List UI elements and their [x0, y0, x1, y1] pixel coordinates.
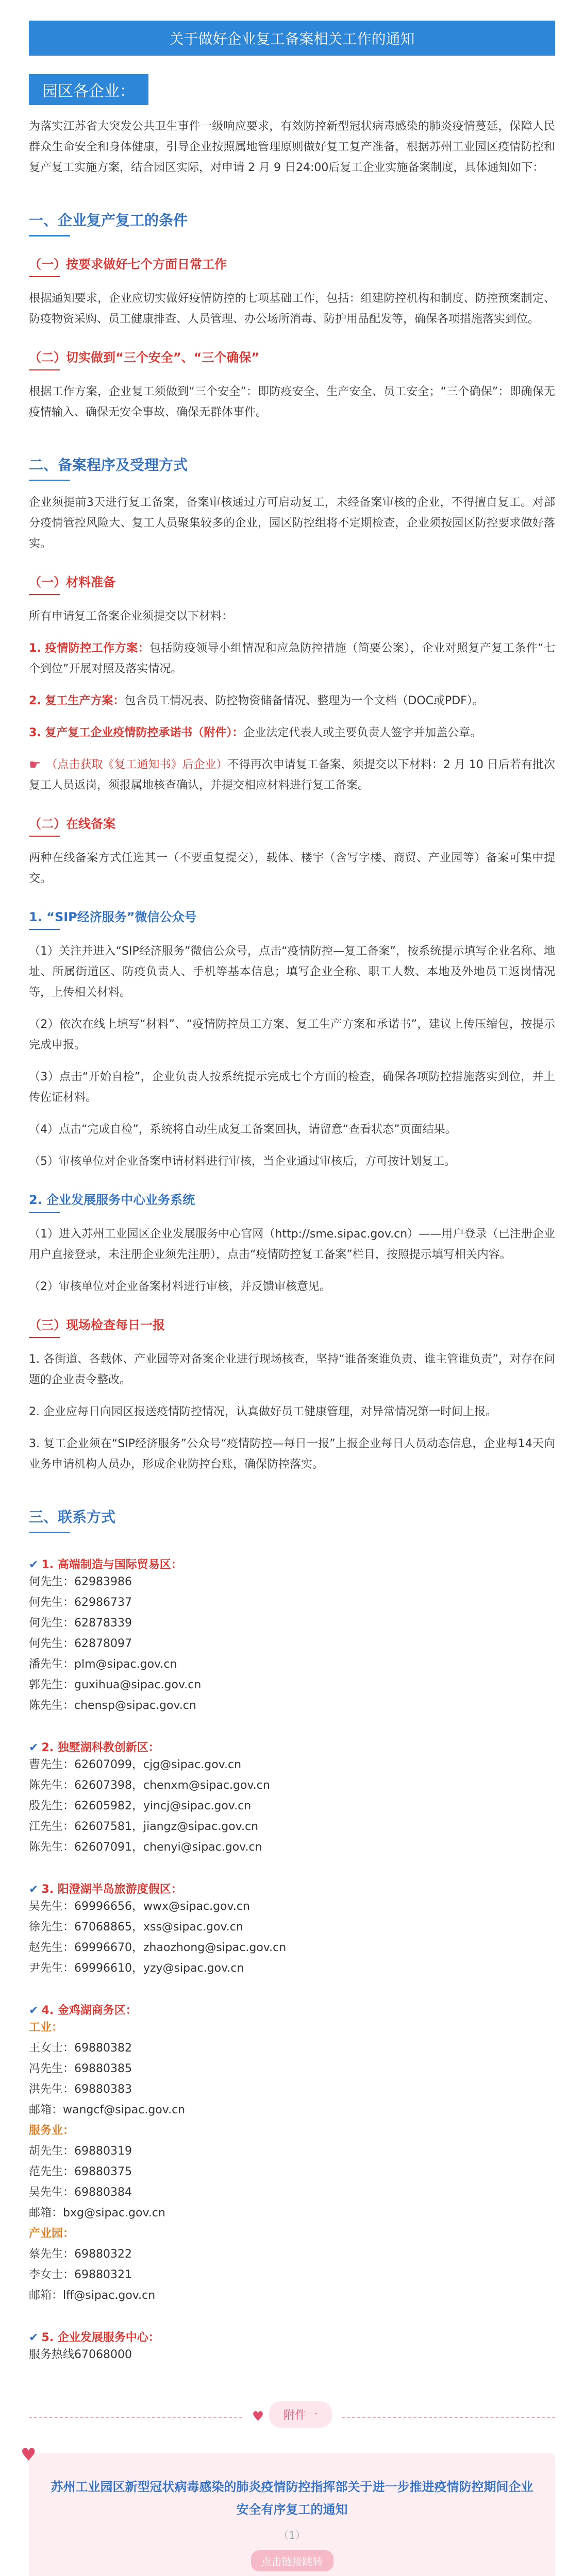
contact-line: 何先生：62986737 — [29, 1596, 132, 1609]
section-2-intro: 企业须提前3天进行复工备案，备案审核通过方可启动复工，未经备案审核的企业，不得擅自复工。对部分疫情管控风险大、复工人员聚集较多的企业，园区防控组将不定期检查，企业须按园区防控要求做好落实。 — [29, 496, 555, 550]
condition-2-rule — [29, 369, 60, 370]
annex-1-divider — [29, 2401, 555, 2432]
section-1-rule — [29, 235, 70, 236]
contact-line[interactable]: 邮箱：lff@sipac.gov.cn — [29, 2289, 156, 2302]
contact-group-2 — [29, 1739, 555, 1858]
section-3-title: 三、联系方式 — [29, 1509, 116, 1526]
materials-note — [29, 755, 555, 796]
contact-line[interactable]: 陈先生：chensp@sipac.gov.cn — [29, 1699, 196, 1712]
condition-2-title: （二）切实做到“三个安全”、“三个确保” — [29, 350, 260, 365]
contact-line[interactable]: 陈先生：62607091，chenyi@sipac.gov.cn — [29, 1841, 262, 1854]
annex-1-badge: 附件一 — [269, 2401, 332, 2428]
condition-2-body: 根据工作方案，企业复工须做到“三个安全”：即防疫安全、生产安全、员工安全；“三个确保”：即确保无疫情输入、确保无安全事故、确保无群体事件。 — [29, 385, 555, 419]
web-step-1: （1）进入苏州工业园区企业发展服务中心官网（http://sme.sipac.gov.cn）——用户登录（已注册企业用户直接登录，未注册企业须先注册），点击“疫情防控复工备案”栏目，按照提示填写相关内容。 — [29, 1228, 555, 1261]
contact-line: 李女士：69880321 — [29, 2268, 132, 2281]
contact-line: 王女士：69880382 — [29, 2042, 132, 2055]
checkmark-icon: ✔ — [29, 1741, 39, 1754]
contact-line: 何先生：62983986 — [29, 1575, 132, 1588]
material-3-body: 企业法定代表人或主要负责人签字并加盖公章。 — [243, 726, 482, 739]
wechat-step-5: （5）审核单位对企业备案申请材料进行审核，当企业通过审核后，方可按计划复工。 — [29, 1155, 456, 1168]
contact-line[interactable]: 陈先生：62607398，chenxm@sipac.gov.cn — [29, 1779, 270, 1792]
contact-line[interactable]: 潘先生：plm@sipac.gov.cn — [29, 1658, 177, 1671]
condition-1-title: （一）按要求做好七个方面日常工作 — [29, 257, 227, 272]
contact-line[interactable]: 曹先生：62607099，cjg@sipac.gov.cn — [29, 1758, 242, 1771]
contact-line: 何先生：62878339 — [29, 1617, 132, 1630]
contact-group-1 — [29, 1556, 555, 1716]
materials-note-prefix[interactable]: （点击获取《复工通知书》后企业） — [46, 758, 228, 771]
section-2-title: 二、备案程序及受理方式 — [29, 456, 188, 473]
material-1 — [29, 638, 555, 680]
contact-line[interactable]: 徐先生：67068865，xss@sipac.gov.cn — [29, 1921, 243, 1934]
contact-line[interactable]: 吴先生：69996656，wwx@sipac.gov.cn — [29, 1900, 250, 1913]
check-item-1: 1. 各街道、各载体、产业园等对备案企业进行现场核查，坚持“谁备案谁负责、谁主管谁负责”，对存在问题的企业责令整改。 — [29, 1353, 555, 1386]
section-3-rule — [29, 1532, 70, 1533]
recipient-tag: 园区各企业： — [29, 74, 148, 105]
contact-line: 吴先生：69880384 — [29, 2186, 132, 2199]
materials-note-body: 不得再次申请复工备案，须提交以下材料：2 月 10 日后若有批次复工人员返岗，须报属地核查确认，并提交相应材料进行复工备案。 — [29, 758, 555, 792]
material-3 — [29, 723, 555, 743]
contact-line[interactable]: 赵先生：69996670，zhaozhong@sipac.gov.cn — [29, 1941, 287, 1954]
contact-group-4 — [29, 2002, 555, 2306]
page-title: 关于做好企业复工备案相关工作的通知 — [29, 21, 555, 56]
contact-line: 服务热线67068000 — [29, 2348, 132, 2361]
wechat-step-3: （3）点击“开始自检”，企业负责人按系统提示完成七个方面的检查，确保各项防控措施落实到位，并上传佐证材料。 — [29, 1071, 555, 1104]
web-system-title: 2. 企业发展服务中心业务系统 — [29, 1193, 195, 1207]
contact-line[interactable]: 江先生：62607581，jiangz@sipac.gov.cn — [29, 1820, 259, 1833]
section-2-rule — [29, 480, 70, 481]
intro-paragraph: 为落实江苏省大突发公共卫生事件一级响应要求，有效防控新型冠状病毒感染的肺炎疫情蔓延，保障人民群众生命安全和身体健康，引导企业按照属地管理原则做好复工复产准备，根据苏州工业园区疫情防控和复产复工实施方案，结合园区实际，对申请 2 月 9 日24:00后复工企业实施备案制度，具体通知如下： — [29, 120, 555, 174]
contact-line[interactable]: 尹先生：69996610，yzy@sipac.gov.cn — [29, 1962, 244, 1975]
materials-intro: 所有申请复工备案企业须提交以下材料： — [29, 610, 233, 623]
contact-line[interactable]: 殷先生：62605982，yincj@sipac.gov.cn — [29, 1800, 252, 1812]
contact-line[interactable]: 郭先生：guxihua@sipac.gov.cn — [29, 1679, 202, 1691]
contact-line[interactable]: 邮箱：bxg@sipac.gov.cn — [29, 2207, 165, 2219]
contact-line: 何先生：62878097 — [29, 1637, 132, 1650]
condition-1-body: 根据通知要求，企业应切实做好疫情防控的七项基础工作，包括：组建防控机构和制度、防控预案制定、防疫物资采购、员工健康排查、人员管理、办公场所消毒、防护用品配发等，确保各项措施落实到位。 — [29, 292, 555, 326]
contact-group-3 — [29, 1880, 555, 1979]
condition-1-rule — [29, 276, 60, 277]
contact-group-head: ✔ 2. 独墅湖科教创新区： — [29, 1741, 160, 1754]
material-2-label: 2. 复工生产方案： — [29, 694, 125, 707]
annex-1-hint[interactable]: 点击链接跳转 — [251, 2550, 333, 2571]
contact-line[interactable]: 邮箱：wangcf@sipac.gov.cn — [29, 2104, 186, 2116]
materials-rule — [29, 594, 60, 595]
heart-icon: ♥ — [252, 2409, 264, 2425]
checkmark-icon: ✔ — [29, 2331, 39, 2344]
annex-1-link[interactable]: （1） — [278, 2529, 306, 2541]
dept-label-service: 服务业： — [29, 2124, 75, 2137]
contact-group-5 — [29, 2329, 555, 2365]
contact-group-head: ✔ 3. 阳澄湖半岛旅游度假区： — [29, 1883, 182, 1896]
contact-line: 洪先生：69880383 — [29, 2083, 132, 2096]
checkmark-icon: ✔ — [29, 2004, 39, 2017]
checkmark-icon: ✔ — [29, 1883, 39, 1896]
material-3-label: 3. 复产复工企业疫情防控承诺书（附件）： — [29, 726, 244, 739]
filing-rule — [29, 836, 60, 837]
wechat-step-1: （1）关注并进入“SIP经济服务”微信公众号，点击“疫情防控—复工备案”，按系统提示填写企业名称、地址、所属街道区、防疫负责人、手机等基本信息；填写企业全称、职工人数、本地及外地员工返岗情况等，上传相关材料。 — [29, 945, 555, 999]
contact-line: 冯先生：69880385 — [29, 2062, 132, 2075]
wechat-title: 1. “SIP经济服务”微信公众号 — [29, 910, 197, 924]
filing-body: 两种在线备案方式任选其一（不要重复提交），载体、楼宇（含写字楼、商贸、产业园等）备案可集中提交。 — [29, 852, 555, 885]
dept-label-park: 产业园： — [29, 2227, 75, 2240]
material-1-label: 1. 疫情防控工作方案： — [29, 642, 150, 655]
web-system-rule — [29, 1212, 60, 1213]
check-title: （三）现场检查每日一报 — [29, 1318, 165, 1332]
material-1-body: 包括防疫领导小组情况和应急防控措施（简要公案），企业对照复产复工条件“七个到位”开展对照及落实情况。 — [29, 642, 556, 675]
annex-1-title[interactable]: 苏州工业园区新型冠状病毒感染的肺炎疫情防控指挥部关于进一步推进疫情防控期间企业安全有序复工的通知 — [51, 2480, 533, 2517]
wechat-step-4: （4）点击“完成自检”，系统将自动生成复工备案回执，请留意“查看状态”页面结果。 — [29, 1123, 457, 1136]
check-rule — [29, 1337, 60, 1338]
contact-group-head: ✔ 1. 高端制造与国际贸易区： — [29, 1558, 182, 1571]
annex-1-card[interactable] — [21, 2445, 555, 2576]
check-item-2: 2. 企业应每日向园区报送疫情防控情况，认真做好员工健康管理，对异常情况第一时间上报。 — [29, 1405, 497, 1418]
web-step-2: （2）审核单位对企业备案材料进行审核，并反馈审核意见。 — [29, 1280, 331, 1293]
contact-line: 蔡先生：69880322 — [29, 2248, 132, 2261]
dept-label-industry: 工业： — [29, 2021, 63, 2034]
section-1-title: 一、企业复产复工的条件 — [29, 212, 188, 229]
material-2-body: 包含员工情况表、防控物资储备情况、整理为一个文档（DOC或PDF）。 — [124, 694, 484, 707]
materials-title: （一）材料准备 — [29, 575, 115, 589]
checkmark-icon: ✔ — [29, 1558, 39, 1571]
filing-title: （二）在线备案 — [29, 817, 115, 831]
wechat-step-2: （2）依次在线上填写“材料”、“疫情防控员工方案、复工生产方案和承诺书”，建议上传压缩包，按提示完成申报。 — [29, 1018, 555, 1052]
pointer-icon: ☛ — [29, 757, 41, 773]
contact-line: 范先生：69880375 — [29, 2165, 132, 2178]
wechat-rule — [29, 929, 60, 930]
contact-line: 胡先生：69880319 — [29, 2145, 132, 2158]
contact-group-head: ✔ 4. 金鸡湖商务区： — [29, 2004, 137, 2017]
heart-icon: ♥ — [21, 2445, 37, 2465]
contact-group-head: ✔ 5. 企业发展服务中心： — [29, 2331, 160, 2344]
check-item-3: 3. 复工企业须在“SIP经济服务”公众号“疫情防控—每日一报”上报企业每日人员动态信息，企业每14天向业务申请机构人员办，形成企业防控台账，确保防控落实。 — [29, 1437, 555, 1471]
material-2 — [29, 691, 555, 711]
